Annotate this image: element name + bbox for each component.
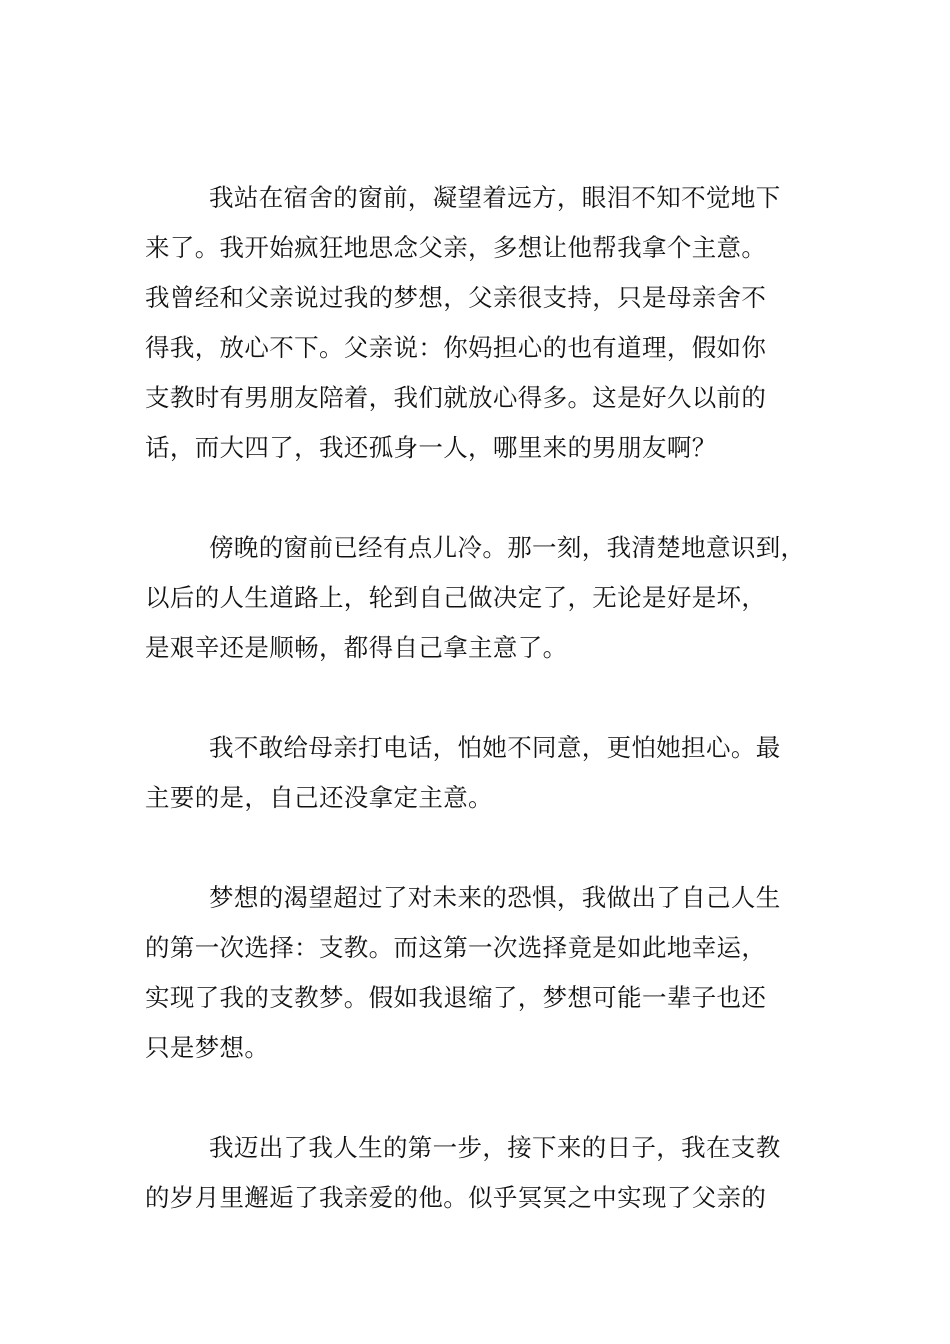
paragraph-2 (145, 523, 820, 673)
paragraph-5 (145, 1123, 820, 1223)
paragraph-1 (145, 173, 820, 473)
text-line: 是艰辛还是顺畅，都得自己拿主意了。 (145, 633, 568, 662)
text-line: 的第一次选择：支教。而这第一次选择竟是如此地幸运， (145, 933, 767, 962)
text-line: 我站在宿舍的窗前，凝望着远方，眼泪不知不觉地下 (209, 183, 781, 212)
document-body (145, 173, 820, 1273)
text-line: 梦想的渴望超过了对未来的恐惧，我做出了自己人生 (209, 883, 781, 912)
text-line: 话，而大四了，我还孤身一人，哪里来的男朋友啊？ (145, 433, 717, 462)
text-line: 只是梦想。 (145, 1033, 270, 1062)
text-line: 的岁月里邂逅了我亲爱的他。似乎冥冥之中实现了父亲的 (145, 1183, 767, 1212)
text-line: 傍晚的窗前已经有点儿冷。那一刻，我清楚地意识到， (209, 533, 806, 562)
text-line: 实现了我的支教梦。假如我退缩了，梦想可能一辈子也还 (145, 983, 767, 1012)
text-line: 我迈出了我人生的第一步，接下来的日子，我在支教 (209, 1133, 781, 1162)
text-line: 主要的是，自己还没拿定主意。 (145, 783, 493, 812)
text-line: 支教时有男朋友陪着，我们就放心得多。这是好久以前的 (145, 383, 767, 412)
text-line: 我不敢给母亲打电话，怕她不同意，更怕她担心。最 (209, 733, 781, 762)
paragraph-3 (145, 723, 820, 823)
text-line: 得我，放心不下。父亲说：你妈担心的也有道理，假如你 (145, 333, 767, 362)
text-line: 来了。我开始疯狂地思念父亲，多想让他帮我拿个主意。 (145, 233, 767, 262)
text-line: 以后的人生道路上，轮到自己做决定了，无论是好是坏， (145, 583, 767, 612)
paragraph-4 (145, 873, 820, 1073)
text-line: 我曾经和父亲说过我的梦想，父亲很支持，只是母亲舍不 (145, 283, 767, 312)
